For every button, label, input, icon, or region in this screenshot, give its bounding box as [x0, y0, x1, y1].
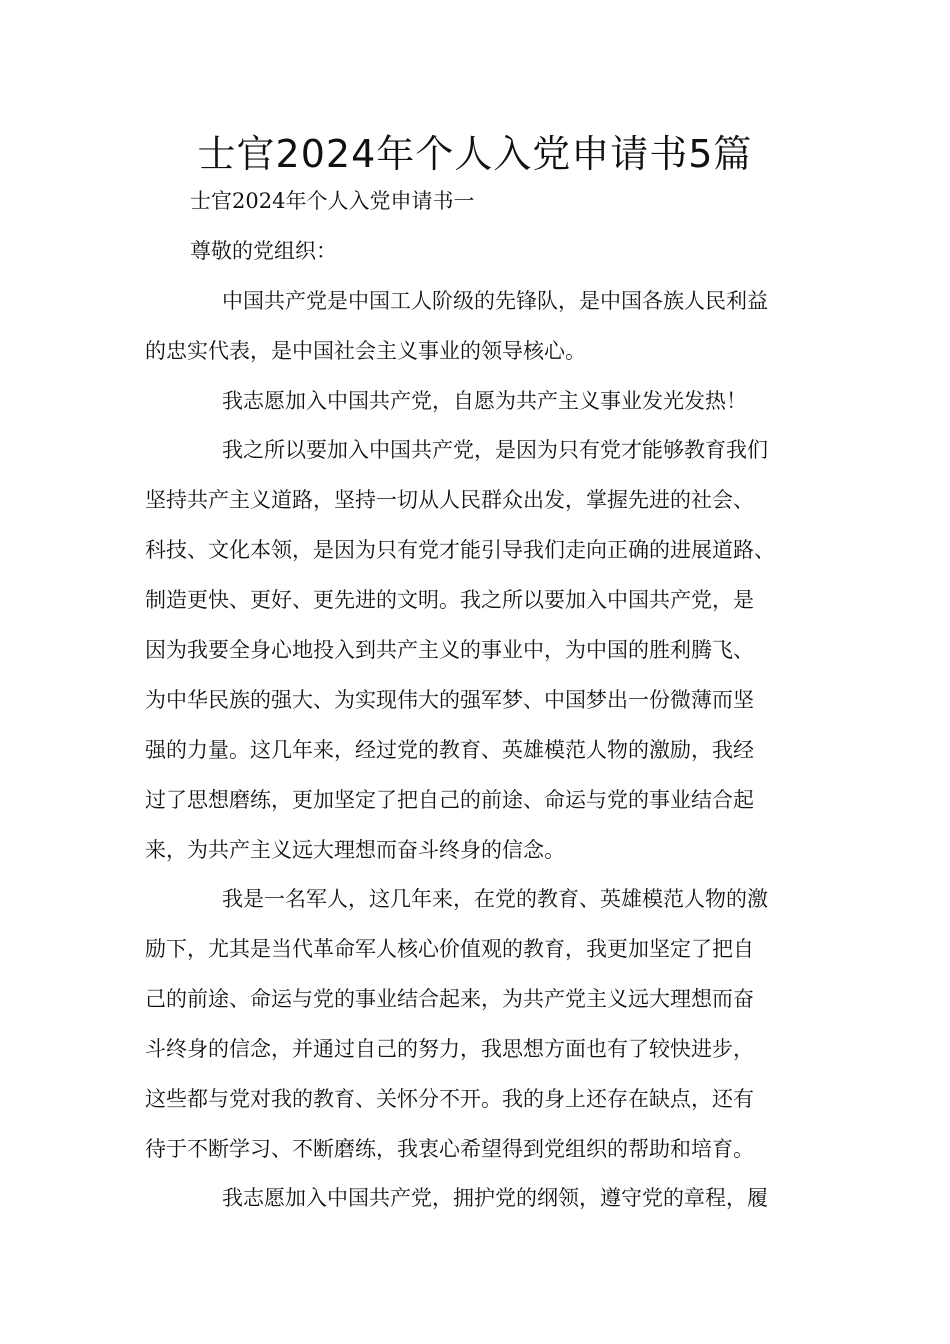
paragraph-line: 我志愿加入中国共产党，自愿为共产主义事业发光发热！ — [222, 389, 747, 413]
paragraph-line: 坚持共产主义道路，坚持一切从人民群众出发，掌握先进的社会、 — [145, 488, 754, 512]
paragraph-line: 过了思想磨练，更加坚定了把自己的前途、命运与党的事业结合起 — [145, 788, 754, 812]
paragraph-line: 待于不断学习、不断磨练，我衷心希望得到党组织的帮助和培育。 — [145, 1137, 754, 1161]
document-subtitle: 士官2024年个人入党申请书一 — [190, 189, 475, 213]
paragraph-line: 因为我要全身心地投入到共产主义的事业中，为中国的胜利腾飞、 — [145, 638, 754, 662]
paragraph-line: 我是一名军人，这几年来，在党的教育、英雄模范人物的激 — [222, 887, 768, 911]
paragraph-line: 我之所以要加入中国共产党，是因为只有党才能够教育我们 — [222, 438, 768, 462]
paragraph-line: 励下，尤其是当代革命军人核心价值观的教育，我更加坚定了把自 — [145, 937, 754, 961]
paragraph-line: 斗终身的信念，并通过自己的努力，我思想方面也有了较快进步， — [145, 1037, 754, 1061]
paragraph-line: 科技、文化本领，是因为只有党才能引导我们走向正确的进展道路、 — [145, 538, 775, 562]
document-title: 士官2024年个人入党申请书5篇 — [197, 132, 753, 176]
paragraph-line: 制造更快、更好、更先进的文明。我之所以要加入中国共产党，是 — [145, 588, 754, 612]
salutation: 尊敬的党组织： — [190, 239, 337, 263]
paragraph-line: 中国共产党是中国工人阶级的先锋队，是中国各族人民利益 — [222, 289, 768, 313]
paragraph-line: 来，为共产主义远大理想而奋斗终身的信念。 — [145, 838, 565, 862]
paragraph-line: 的忠实代表，是中国社会主义事业的领导核心。 — [145, 339, 586, 363]
paragraph-line: 强的力量。这几年来，经过党的教育、英雄模范人物的激励，我经 — [145, 738, 754, 762]
paragraph-line: 这些都与党对我的教育、关怀分不开。我的身上还存在缺点，还有 — [145, 1087, 754, 1111]
paragraph-line: 我志愿加入中国共产党，拥护党的纲领，遵守党的章程，履 — [222, 1186, 768, 1210]
paragraph-line: 为中华民族的强大、为实现伟大的强军梦、中国梦出一份微薄而坚 — [145, 688, 754, 712]
paragraph-line: 己的前途、命运与党的事业结合起来，为共产党主义远大理想而奋 — [145, 987, 754, 1011]
